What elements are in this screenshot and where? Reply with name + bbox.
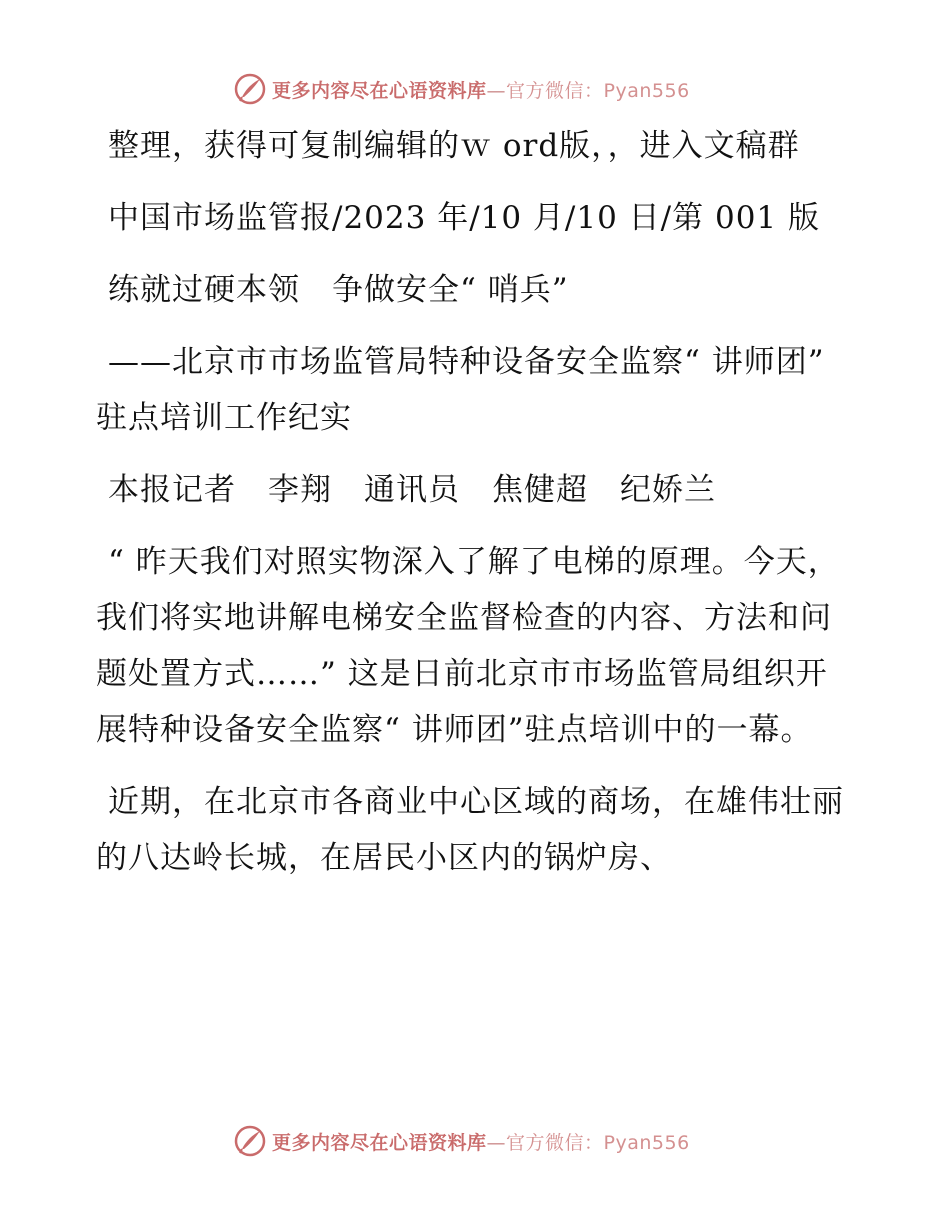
- watermark-contact: 官方微信：Pyan556: [506, 1131, 690, 1154]
- paragraph-body-2: 近期，在北京市各商业中心区域的商场，在雄伟壮丽的八达岭长城，在居民小区内的锅炉房、: [96, 784, 844, 876]
- paragraph-source: 中国市场监管报/2023 年/10 月/10 日/第 001 版: [108, 200, 821, 236]
- watermark-separator: —: [486, 1131, 507, 1154]
- footer-watermark: [234, 1124, 714, 1158]
- paragraph-notice: 整理，获得可复制编辑的ｗ ord版，，进入文稿群: [108, 128, 800, 164]
- header-watermark: [234, 72, 714, 106]
- document-body: [96, 118, 856, 900]
- article-byline: 本报记者 李翔 通讯员 焦健超 纪娇兰: [108, 472, 716, 508]
- quill-logo-icon: [234, 1125, 266, 1157]
- watermark-contact: 官方微信：Pyan556: [506, 79, 690, 102]
- watermark-brand: 更多内容尽在心语资料库: [272, 79, 487, 102]
- watermark-brand: 更多内容尽在心语资料库: [272, 1131, 487, 1154]
- paragraph-body-1: “ 昨天我们对照实物深入了解了电梯的原理。今天，我们将实地讲解电梯安全监督检查的内容、方法和问题处置方式……” 这是日前北京市市场监管局组织开展特种设备安全监察“ 讲师团”驻点培训中的一幕。: [96, 544, 840, 748]
- article-title: 练就过硬本领 争做安全“ 哨兵”: [108, 272, 569, 308]
- article-subtitle: ——北京市市场监管局特种设备安全监察“ 讲师团” 驻点培训工作纪实: [96, 344, 825, 436]
- watermark-separator: —: [486, 79, 507, 102]
- quill-logo-icon: [234, 73, 266, 105]
